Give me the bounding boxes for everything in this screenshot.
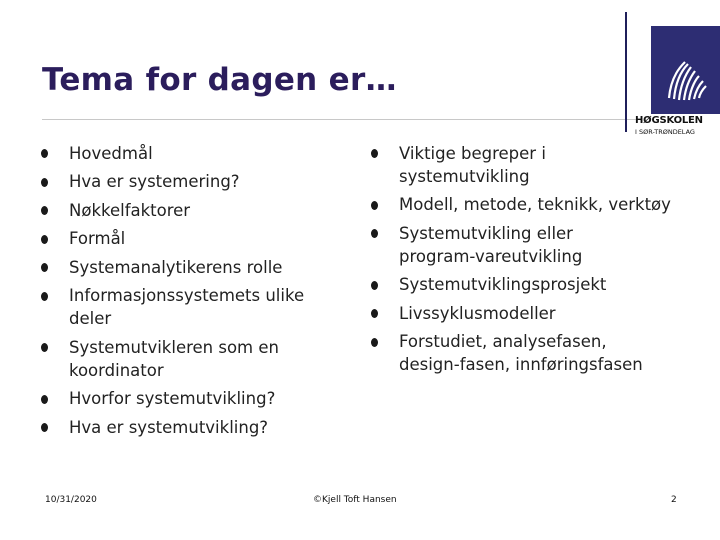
bullet-icon: [371, 201, 378, 210]
list-item: Viktige begreper i systemutvikling: [369, 139, 679, 191]
logo-name: HØGSKOLEN: [635, 115, 703, 126]
slide-title: Tema for dagen er…: [42, 62, 397, 98]
bullet-icon: [41, 263, 48, 272]
logo-subtitle: I SØR-TRØNDELAG: [635, 128, 695, 136]
bullet-icon: [371, 229, 378, 238]
bullet-icon: [41, 206, 48, 215]
list-item: Hovedmål: [39, 139, 339, 168]
bullet-icon: [41, 235, 48, 244]
bullet-icon: [371, 309, 378, 318]
bullet-icon: [41, 292, 48, 301]
bullet-icon: [41, 178, 48, 187]
list-item: Livssyklusmodeller: [369, 299, 679, 328]
title-divider: [42, 119, 642, 120]
list-item: Hva er systemutvikling?: [39, 413, 339, 442]
bullet-icon: [41, 395, 48, 404]
list-item: Systemutviklingsprosjekt: [369, 271, 679, 300]
bullet-icon: [371, 149, 378, 158]
left-bullet-list: [39, 139, 339, 442]
list-item: Modell, metode, teknikk, verktøy: [369, 191, 679, 220]
list-item: Hvorfor systemutvikling?: [39, 385, 339, 414]
page-number: 2: [671, 495, 677, 505]
list-item: Systemutvikleren som en koordinator: [39, 333, 339, 385]
list-item: Nøkkelfaktorer: [39, 196, 339, 225]
footer-date: 10/31/2020: [45, 495, 97, 505]
logo-emblem-icon: [651, 26, 720, 114]
list-item: Systemanalytikerens rolle: [39, 253, 339, 282]
list-item: Informasjonssystemets ulike deler: [39, 282, 339, 334]
right-bullet-list: [369, 139, 679, 379]
list-item: Formål: [39, 225, 339, 254]
bullet-icon: [371, 281, 378, 290]
bullet-icon: [371, 338, 378, 347]
bullet-icon: [41, 343, 48, 352]
list-item: Forstudiet, analysefasen, design-fasen, innføringsfasen: [369, 328, 679, 380]
school-logo: [625, 12, 720, 136]
logo-divider: [625, 12, 627, 132]
footer-author: ©Kjell Toft Hansen: [313, 495, 397, 505]
bullet-icon: [41, 423, 48, 432]
list-item: Systemutvikling eller program-vareutvikling: [369, 219, 679, 271]
bullet-icon: [41, 149, 48, 158]
list-item: Hva er systemering?: [39, 168, 339, 197]
